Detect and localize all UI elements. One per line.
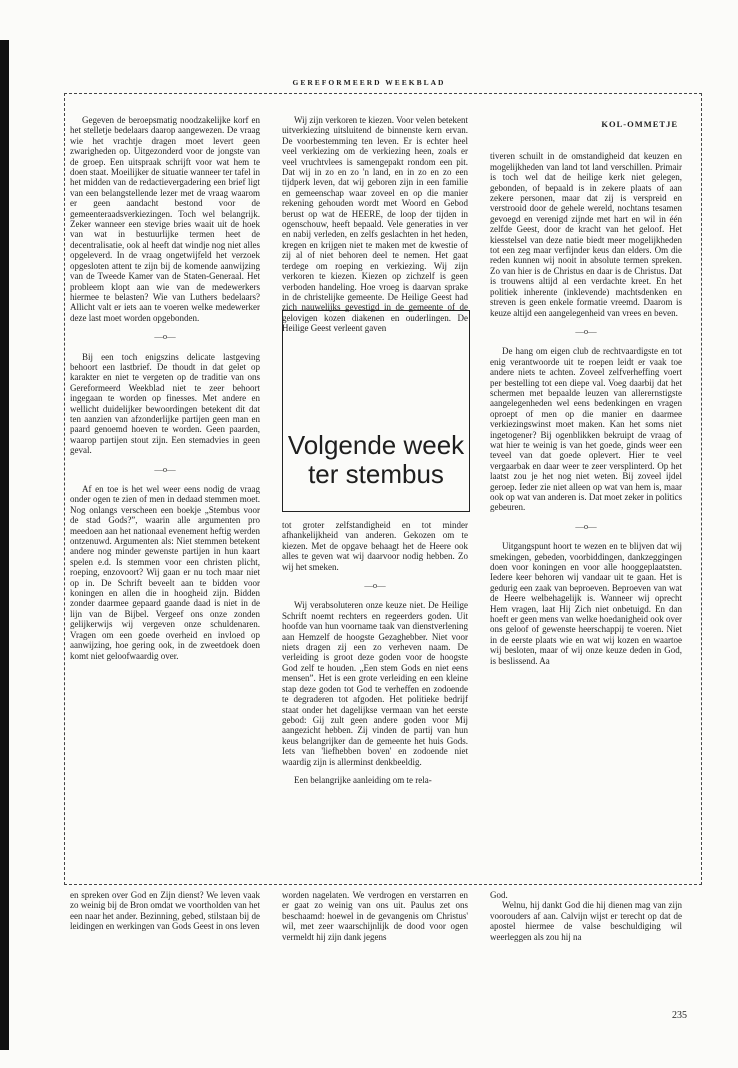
separator: —o— xyxy=(364,580,386,591)
paragraph: Welnu, hij dankt God die hij dienen mag van zijn voorouders af aan. Calvijn wijst er terecht op dat de apostel hiermee de valse beschuldiging wil weerleggen als zou hij na xyxy=(490,900,682,942)
paragraph: Een belangrijke aanleiding om te rela- xyxy=(294,774,432,785)
paragraph: tiveren schuilt in de omstandigheid dat keuzen en mogelijkheden van land tot land verschillen. Primair is toch wel dat de heilige kerk niet gelegen, gebonden, of bepaald is in zekere plaats of aan zekere personen, maar dat zij is verspreid en verstrooid door de gehele wereld, nochtans tesamen gevoegd en verenigd zijnde met hart en wil in één zelfde Geest, door de kracht van het geloof. Het kiesstelsel van deze natie biedt meer mogelijkheden tot een zeg maar verfijnder keus dan elders. Om die reden kunnen wij nooit in absolute termen spreken. Zo van hier is de Christus en daar is de Christus. Dat is trouwens altijd al een verdachte kreet. En het politiek inherente (inklevende) machtsdenken en streven is geen enkele formatie vreemd. Daarom is keuze altijd een aangelegenheid van vrees en beven. xyxy=(490,151,682,318)
column-3 xyxy=(490,115,682,674)
footer-column-2 xyxy=(282,890,468,942)
feature-line-2: ter stembus xyxy=(308,459,444,489)
separator: —o— xyxy=(154,331,176,342)
separator: —o— xyxy=(575,520,597,531)
paragraph: God. xyxy=(490,890,508,900)
paragraph: tot groter zelfstandigheid en tot minder afhankelijkheid van anderen. Gekozen om te kiezen. Met de opgave behaagt het de Heere ook alles te geven wat wij daarvoor nodig hebben. Zo wij het smeken. xyxy=(282,520,468,572)
paragraph: Wij zijn verkoren te kiezen. Voor velen betekent uitverkiezing uitsluitend de binnenste kern ervan. De voorbestemming ten leven. Er is echter heel veel verkiezing om de verkiezing heen, zoals er veel vruchtvlees is samengepakt rondom een pit. Dat wij in zo en zo 'n land, en in zo en zo een tijdperk leven, dat wij geboren zijn in een familie en gemeenschap waar zoveel en op die manier rekening gehouden wordt met Woord en Gebod berust op wat de HEERE, de loop der tijden in ogenschouw, heeft bepaald. Vele generaties in ver en nabij verleden, en zelfs geslachten in het heden, kregen en krijgen niet te maken met de kwestie of zij al of niet behoren deel te nemen. Het gaat terdege om roeping en verkiezing. Wij zijn verkoren te kiezen. Kiezen op zichzelf is geen verboden handeling. Hoe vroeg is daarvan sprake in de christelijke gemeente. De Heilige Geest had zich nauwelijks gevestigd in de gemeente of de gelovigen kozen diakenen en ouderlingen. De Heilige Geest verleent gaven xyxy=(282,115,468,334)
page-number: 235 xyxy=(672,1010,687,1021)
footer-column-3 xyxy=(490,890,682,942)
paragraph: Uitgangspunt hoort te wezen en te blijven dat wij smekingen, gebeden, voorbiddingen, dankzeggingen doen voor koningen en voor alle hooggeplaatsten. Iedere keer behoren wij vandaar uit te gaan. Het is gedurig een zaak van beproeven. Beproeven van wat de Heere welbehagelijk is. Wanneer wij oprecht Hem vragen, laat Hij Zich niet onbetuigd. En dan hoeft er geen mens van welke hoedanigheid ook over ons geloof of gewenste heerschappij te voeren. Niet in de eerste plaats wie en wat wij kozen en waartoe wij besloten, maar of wij onze keuze deden in God, is beslissend. Aa xyxy=(490,541,682,666)
paragraph: Gegeven de beroepsmatig noodzakelijke korf en het stelletje bedelaars daarop aangewezen. De vraag wie het vrachtje dragen moet levert geen zwarigheden op. Uitgezonderd voor de jongste van de groep. Een uitspraak schrijft voor wat hem te doen staat. Moeilijker de situatie wanneer ter tafel in het midden van de redactievergadering een brief ligt van een belangstellende lezer met de vraag waarom er geen aandacht bestond voor de gemeenteraadsverkiezingen. Toch wel belangrijk. Zeker wanneer een stevige bries waait uit de hoek van wat in bestuurlijke termen heet de decentralisatie, ook al heeft dat windje nog niet alles opgeleverd. In de vraag ongetwijfeld het verzoek opgesloten attent te zijn bij de komende aanwijzing van de Tweede Kamer van de Staten-Generaal. Het probleem klopt aan wie van de medewerkers hiermee te belasten? Wie van Luthers bedelaars? Allicht valt er iets aan te voeren welke medewerker deze last moet worden opgebonden. xyxy=(70,115,260,323)
column-title: KOL-OMMETJE xyxy=(601,119,678,129)
separator: —o— xyxy=(575,325,597,336)
running-header: GEREFORMEERD WEEKBLAD xyxy=(292,78,446,87)
feature-box xyxy=(282,310,470,512)
paragraph: Bij een toch enigszins delicate lastgeving behoort een lastbrief. De thoudt in dat gelet op karakter en niet te vergeten op de traditie van ons Gereformeerd Weekblad niet te zeer behoort ingegaan te worden op finesses. Met andere en wellicht duidelijker bewoordingen betekent dit dat ten aanzien van afzonderlijke partijen geen man en paard genoemd hoeven te worden. Geen paarden, waarop partijen stout zijn. Een stemadvies in geen geval. xyxy=(70,351,260,456)
paragraph: De hang om eigen club de rechtvaardigste en tot enig verantwoorde uit te roepen leidt er vaak toe andere niets te achten. Zoveel zelfverheffing voert per bestelling tot een diepe val. Voeg daarbij dat het schermen met bepaalde leuzen van allerernstigste aangelegenheden wel eens bedenkingen en vragen oproept of men op die manier en daarmee verkiezingswinst moet maken. Kan het soms niet ingetogener? Bij ogenblikken bekruipt de vraag of wat hier te weinig is van het goede, ginds weer een teveel van dat goede oplevert. Hier te veel vergaarbak en daar weer te zeer versplinterd. Op het laatst zou je het nog niet weten. Bij zoveel ijdel geroep. Ieder zie niet alleen op wat van hem is, maar ook op wat van anderen is. Dat moet zeker in politics gebeuren. xyxy=(490,346,682,513)
column-2-top xyxy=(282,115,468,342)
binding-edge xyxy=(0,40,9,1050)
paragraph: en spreken over God en Zijn dienst? We leven vaak zo weinig bij de Bron omdat we voortholden van het een naar het ander. Bezinning, gebed, stilstaan bij de leidingen en werkingen van Gods Geest in ons leven xyxy=(70,890,260,932)
paragraph: worden nagelaten. We verdrogen en verstarren en er gaat zo weinig van ons uit. Paulus zet ons beschaamd: hoewel in de gevangenis om Christus' wil, met zeer waarschijnlijk de dood voor ogen vermeldt hij zijn dank jegens xyxy=(282,890,468,942)
feature-line-1: Volgende week xyxy=(287,430,465,460)
separator: —o— xyxy=(154,463,176,474)
column-2-bottom xyxy=(282,520,468,793)
paragraph: Wij verabsoluteren onze keuze niet. De Heilige Schrift noemt rechters en regeerders goden. Uit hoofde van hun voorname taak van dienstverlening aan Hemzelf de hoogste Gezaghebber. Niet voor niets dragen zij een zo verheven naam. De verleiding is groot deze goden voor de hoogste God zelf te houden. „Een stem Gods en niet eens mensen”. Het is een grote verleiding en een kleine stap deze goden tot God te verheffen en zodoende te degraderen tot afgoden. Het politieke bedrijf staat onder het dagelijkse vermaan van het eerste gebod: Gij zult geen andere goden voor Mij aangezicht hebben. Zij vinden de partij van hun keus belangrijker dan de gemeente het huis Gods. Iets van 'liefhebben boven' en zodoende niet waardig zijn is allerminst denkbeeldig. xyxy=(282,600,468,767)
paragraph: Af en toe is het wel weer eens nodig de vraag onder ogen te zien of men in dedaad stemmen moet. Nog onlangs verscheen een boekje „Stembus voor de stad Gods?”, waarin alle argumenten pro meedoen aan het nationaal evenement heftig werden ontzenuwd. Argumenten als: Niet stemmen betekent andere nog minder gewenste partijen in hun kaart spelen e.d. Is stemmen voor een christen plicht, roeping, enzovoort? Wij gaan er nu toch maar niet op in. De Schrift beveelt aan te bidden voor koningen en allen die in hoogheid zijn. Bidden zonder daarmee gepaard gaande daad is niet in de lijn van de Bijbel. Vergeef ons onze zonden gelijkerwijs wij vergeven onze schuldenaren. Vragen om een goede overheid en invloed op aanwijzing, hoe gering ook, in de zweetdoek doen komt niet geloofwaardig over. xyxy=(70,484,260,661)
column-1 xyxy=(70,115,260,669)
footer-column-1 xyxy=(70,890,260,932)
